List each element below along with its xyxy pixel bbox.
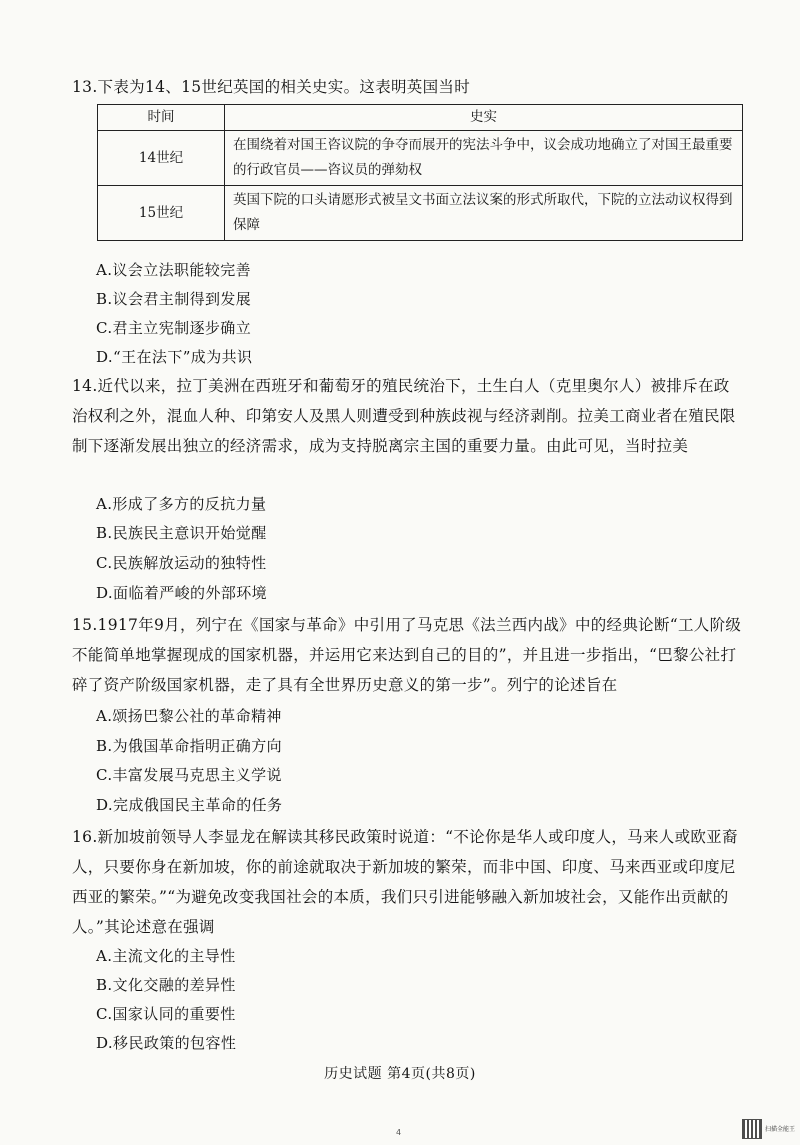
q15-option-b[interactable]: B.为俄国革命指明正确方向 [96,737,282,755]
scanner-brand-text: 扫描全能王 [765,1125,796,1133]
table-header-time: 时间 [98,105,225,131]
history-facts-table [97,104,743,241]
q13-option-a[interactable]: A.议会立法职能较完善 [96,261,252,279]
q13-option-c[interactable]: C.君主立宪制逐步确立 [96,319,252,337]
q13-option-d[interactable]: D.“王在法下”成为共识 [96,348,253,366]
q16-option-a[interactable]: A.主流文化的主导性 [96,947,236,965]
page-number: 4 [396,1128,402,1137]
table-row [98,131,743,186]
question-13-stem: 13.下表为14、15世纪英国的相关史实。这表明英国当时 [72,78,470,96]
q14-option-d[interactable]: D.面临着严峻的外部环境 [96,584,268,602]
question-15-stem: 15.1917年9月，列宁在《国家与革命》中引用了马克思《法兰西内战》中的经典论断“工人阶级不能简单地掌握现成的国家机器，并运用它来达到自己的目的”，并且进一步指出，“巴黎公社打碎了资产阶级国家机器，走了具有全世界历史意义的第一步”。列宁的论述旨在 [72,616,742,694]
page-footer: 历史试题 第4页(共8页) [324,1066,476,1082]
q13-option-b[interactable]: B.议会君主制得到发展 [96,290,252,308]
q15-option-c[interactable]: C.丰富发展马克思主义学说 [96,766,282,784]
qr-code-icon [742,1119,762,1139]
q14-option-c[interactable]: C.民族解放运动的独特性 [96,554,267,572]
table-cell-fact: 英国下院的口头请愿形式被呈文书面立法议案的形式所取代，下院的立法动议权得到保障 [225,186,743,241]
q15-option-a[interactable]: A.颂扬巴黎公社的革命精神 [96,707,282,725]
table-header-row [98,105,743,131]
question-14-stem: 14.近代以来，拉丁美洲在西班牙和葡萄牙的殖民统治下，土生白人（克里奥尔人）被排斥在政治权利之外，混血人种、印第安人及黑人则遭受到种族歧视与经济剥削。拉美工商业者在殖民限制下逐渐发展出独立的经济需求，成为支持脱离宗主国的重要力量。由此可见，当时拉美 [72,377,736,455]
table-header-fact: 史实 [225,105,743,131]
scanner-watermark [742,1119,795,1139]
q16-option-d[interactable]: D.移民政策的包容性 [96,1034,237,1052]
q14-option-a[interactable]: A.形成了多方的反抗力量 [96,495,267,513]
table-cell-time: 15世纪 [98,186,225,241]
q14-option-b[interactable]: B.民族民主意识开始觉醒 [96,524,267,542]
q15-option-d[interactable]: D.完成俄国民主革命的任务 [96,796,283,814]
table-row [98,186,743,241]
q16-option-c[interactable]: C.国家认同的重要性 [96,1005,236,1023]
question-16-stem: 16.新加坡前领导人李显龙在解读其移民政策时说道：“不论你是华人或印度人，马来人或欧亚裔人，只要你身在新加坡，你的前途就取决于新加坡的繁荣，而非中国、印度、马来西亚或印度尼西亚的繁荣。”“为避免改变我国社会的本质，我们只引进能够融入新加坡社会，又能作出贡献的人。”其论述意在强调 [72,828,738,936]
table-cell-time: 14世纪 [98,131,225,186]
table-cell-fact: 在围绕着对国王咨议院的争夺而展开的宪法斗争中，议会成功地确立了对国王最重要的行政官员——咨议员的弹劾权 [225,131,743,186]
q16-option-b[interactable]: B.文化交融的差异性 [96,976,236,994]
